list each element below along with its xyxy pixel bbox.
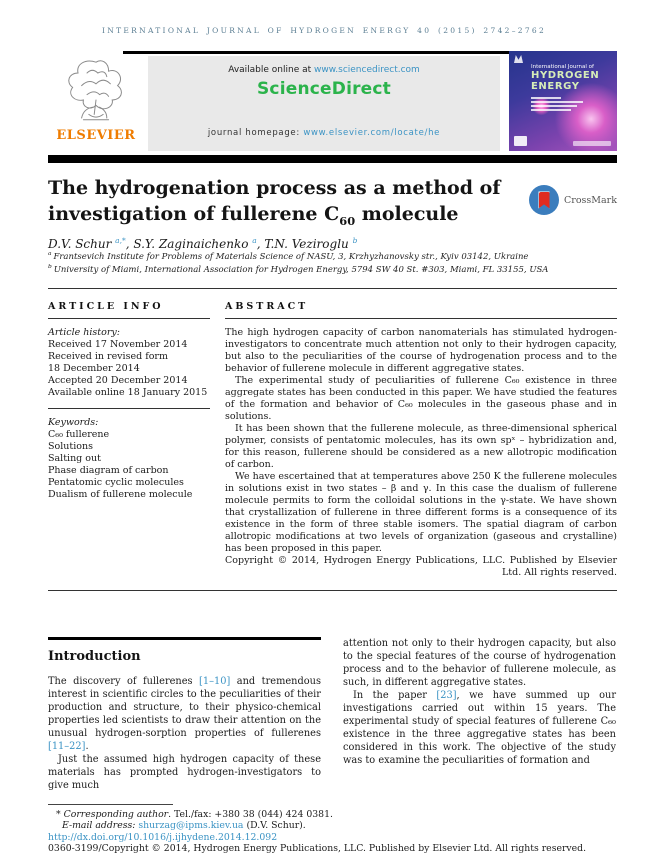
history-item: Available online 18 January 2015 bbox=[48, 387, 208, 398]
elsevier-logo[interactable] bbox=[48, 53, 144, 143]
history-item: 18 December 2014 bbox=[48, 363, 140, 374]
body-paragraph: attention not only to their hydrogen capacity, but also to the special features of the course of hydrogenation process and to the behavior of fullerene molecule, as such, in different aggregative states. bbox=[343, 638, 616, 688]
abstract-heading: ABSTRACT bbox=[225, 301, 309, 312]
divider-affiliations bbox=[48, 288, 617, 289]
sciencedirect-banner bbox=[148, 56, 500, 151]
keyword-item: Phase diagram of carbon bbox=[48, 465, 169, 476]
abstract-copyright: Copyright © 2014, Hydrogen Energy Publications, LLC. Published by Elsevier Ltd. All rights reserved. bbox=[225, 555, 617, 578]
body-paragraph: In the paper [23], we have summed up our investigations carried out within 15 years. The experimental study of special features of fullerene C₆₀ existence in the three aggregative states has been considered in this work. The objective of the study was to examine the peculiarities of formation and bbox=[343, 690, 616, 766]
elsevier-wordmark: ELSEVIER bbox=[56, 128, 136, 143]
abstract-paragraph: It has been shown that the fullerene molecule, as three-dimensional spherical polymer, consists of pentatomic molecules, has its own spˣ – hybridization and, for this reason, fullerene should be considered as a new allotropic modification of carbon. bbox=[225, 423, 617, 470]
keyword-item: Salting out bbox=[48, 453, 101, 464]
sciencedirect-logo[interactable]: ScienceDirect bbox=[256, 79, 392, 99]
crossmark-badge[interactable] bbox=[529, 183, 617, 217]
history-item: Received in revised form bbox=[48, 351, 168, 362]
doi-link[interactable]: http://dx.doi.org/10.1016/j.ijhydene.2014.12.092 bbox=[48, 831, 278, 843]
email-note[interactable]: E-mail address: shurzag@ipms.kiev.ua (D.V. Schur). bbox=[62, 820, 306, 831]
keyword-item: Solutions bbox=[48, 441, 93, 452]
corresponding-author-note: * Corresponding author. Tel./fax: +380 38 (044) 424 0381. bbox=[56, 808, 333, 820]
cover-ihe-logo bbox=[514, 136, 527, 146]
body-right-column bbox=[343, 637, 616, 792]
keyword-item: Dualism of fullerene molecule bbox=[48, 489, 193, 500]
running-head: INTERNATIONAL JOURNAL OF HYDROGEN ENERGY 40 (2015) 2742–2762 bbox=[101, 26, 547, 35]
divider bbox=[48, 408, 210, 409]
divider bbox=[48, 318, 210, 319]
body-paragraph: The discovery of fullerenes [1–10] and tremendous interest in scientific circles to the peculiarities of their production and structure, to their physico-chemical properties led scientists to draw their attention on the unusual hydrogen-sorption properties of fullerenes [11–22]. bbox=[48, 675, 321, 752]
introduction-heading: Introduction bbox=[48, 648, 141, 664]
article-info-heading: ARTICLE INFO bbox=[48, 301, 164, 312]
keyword-item: C₆₀ fullerene bbox=[48, 429, 110, 440]
masthead bbox=[48, 51, 617, 155]
issn-copyright-line: 0360-3199/Copyright © 2014, Hydrogen Energy Publications, LLC. Published by Elsevier Ltd. All rights reserved. bbox=[48, 843, 587, 854]
history-item: Accepted 20 December 2014 bbox=[48, 375, 188, 386]
abstract-paragraph: The high hydrogen capacity of carbon nanomaterials has stimulated hydrogen-investigators to concentrate much attention not only to their hydrogen capacity, but also to the peculiarities of the course of hydrogenation process and to the behavior of fullerene molecule in different aggregative states. bbox=[225, 327, 617, 374]
crossmark-label: CrossMark bbox=[564, 194, 617, 206]
keywords-label: Keywords: bbox=[48, 417, 99, 428]
crossmark-icon bbox=[529, 185, 559, 215]
journal-homepage-line[interactable]: journal homepage: www.elsevier.com/locate/he bbox=[207, 128, 441, 138]
article-history-label: Article history: bbox=[48, 327, 120, 338]
elsevier-tree-icon bbox=[60, 55, 132, 127]
abstract-paragraph: The experimental study of peculiarities of fullerene C₆₀ existence in three aggregate states has been conducted in this paper. We have studied the features of the formation and behavior of C₆₀ molecules in the gaseous phase and in solutions. bbox=[225, 375, 617, 422]
cover-title-energy: ENERGY bbox=[531, 81, 580, 92]
article-info-column bbox=[48, 291, 210, 579]
footnote-rule bbox=[48, 804, 173, 805]
cover-sciencedirect-mark bbox=[573, 141, 611, 146]
authors-line: D.V. Schur $^{a,*}$, S.Y. Zaginaichenko $^a$, T.N. Veziroglu $^b$ bbox=[48, 236, 358, 251]
cover-journal-name: International Journal of bbox=[531, 64, 594, 70]
masthead-bottom-bar bbox=[48, 155, 617, 163]
section-rule bbox=[48, 637, 321, 640]
body-paragraph: Just the assumed high hydrogen capacity of these materials has prompted hydrogen-investigators to give much bbox=[48, 753, 321, 791]
divider bbox=[225, 318, 617, 319]
cover-editor-lines bbox=[531, 97, 617, 111]
footnote-block bbox=[48, 804, 617, 855]
abstract-paragraph: We have escertained that at temperatures above 250 K the fullerene molecules in solutions exist in two states – β and γ. In this case the dualism of fullerene molecule permits to form the colloidal solutions in the γ-state. We have shown that crystallization of fullerene in three different forms is a consequence of its existence in the form of three stable isomers. The spatial diagram of carbon allotropic modifications at two levels of organization (gaseous and crystalline) has been proposed in this paper. bbox=[225, 471, 617, 554]
affiliation-a: $^a$ Frantsevich Institute for Problems of Materials Science of NASU, 3, Krzhyzhanovsky str., Kyiv 03142, Ukraine bbox=[48, 250, 529, 262]
cover-footer-logos bbox=[514, 136, 611, 146]
divider-abstract-bottom bbox=[48, 590, 617, 591]
history-item: Received 17 November 2014 bbox=[48, 339, 188, 350]
keyword-item: Pentatomic cyclic molecules bbox=[48, 477, 184, 488]
cover-emblem-icon bbox=[514, 55, 523, 63]
available-online-line[interactable]: Available online at www.sciencedirect.com bbox=[228, 65, 420, 75]
abstract-column bbox=[225, 291, 617, 579]
affiliation-b: $^b$ University of Miami, International Association for Hydrogen Energy, 5794 SW 40 St. #303, Miami, FL 33155, USA bbox=[48, 263, 549, 275]
journal-cover-thumbnail[interactable] bbox=[509, 51, 617, 151]
body-left-column bbox=[48, 637, 321, 792]
article-title: The hydrogenation process as a method of investigation of fullerene $C_{60}$ molecule bbox=[48, 177, 501, 228]
cover-title-hydrogen: HYDROGEN bbox=[531, 70, 600, 81]
